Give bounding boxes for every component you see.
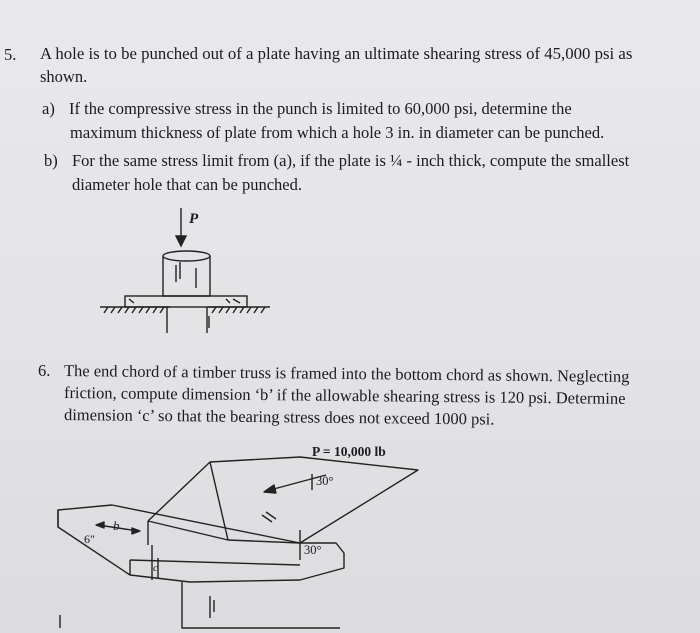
problem-5b-line-2: diameter hole that can be punched. xyxy=(72,175,302,194)
problem-5a-label: a) xyxy=(42,99,55,118)
truss-dimension-6-label: 6" xyxy=(84,532,95,546)
problem-5a-line-2: maximum thickness of plate from which a hole 3 in. in diameter can be punched. xyxy=(70,123,605,142)
truss-load-label: P = 10,000 lb xyxy=(312,444,386,459)
punch-load-label: P xyxy=(189,211,199,227)
truss-angle-top-label: 30° xyxy=(316,474,334,488)
problem-5-number: 5. xyxy=(4,45,17,64)
problem-5b-line-1: For the same stress limit from (a), if the plate is ¼ - inch thick, compute the smallest xyxy=(72,151,630,170)
problem-6-number: 6. xyxy=(38,361,51,380)
problem-6-line-3: dimension ‘c’ so that the bearing stress does not exceed 1000 psi. xyxy=(63,405,495,429)
problem-6-line-1: The end chord of a timber truss is framed into the bottom chord as shown. Neglecting xyxy=(63,361,630,386)
problem-5b-label: b) xyxy=(44,151,58,170)
truss-dimension-c-label: c xyxy=(153,562,158,574)
problem-5-line-2: shown. xyxy=(40,67,88,86)
problem-5a-line-1: If the compressive stress in the punch is limited to 60,000 psi, determine the xyxy=(69,99,572,118)
problem-5-line-1: A hole is to be punched out of a plate having an ultimate shearing stress of 45,000 psi as xyxy=(40,44,633,63)
truss-angle-bottom-label: 30° xyxy=(304,543,322,557)
truss-dimension-b-label: b xyxy=(113,518,120,533)
problem-6-line-2: friction, compute dimension ‘b’ if the allowable shearing stress is 120 psi. Determine xyxy=(63,383,626,408)
